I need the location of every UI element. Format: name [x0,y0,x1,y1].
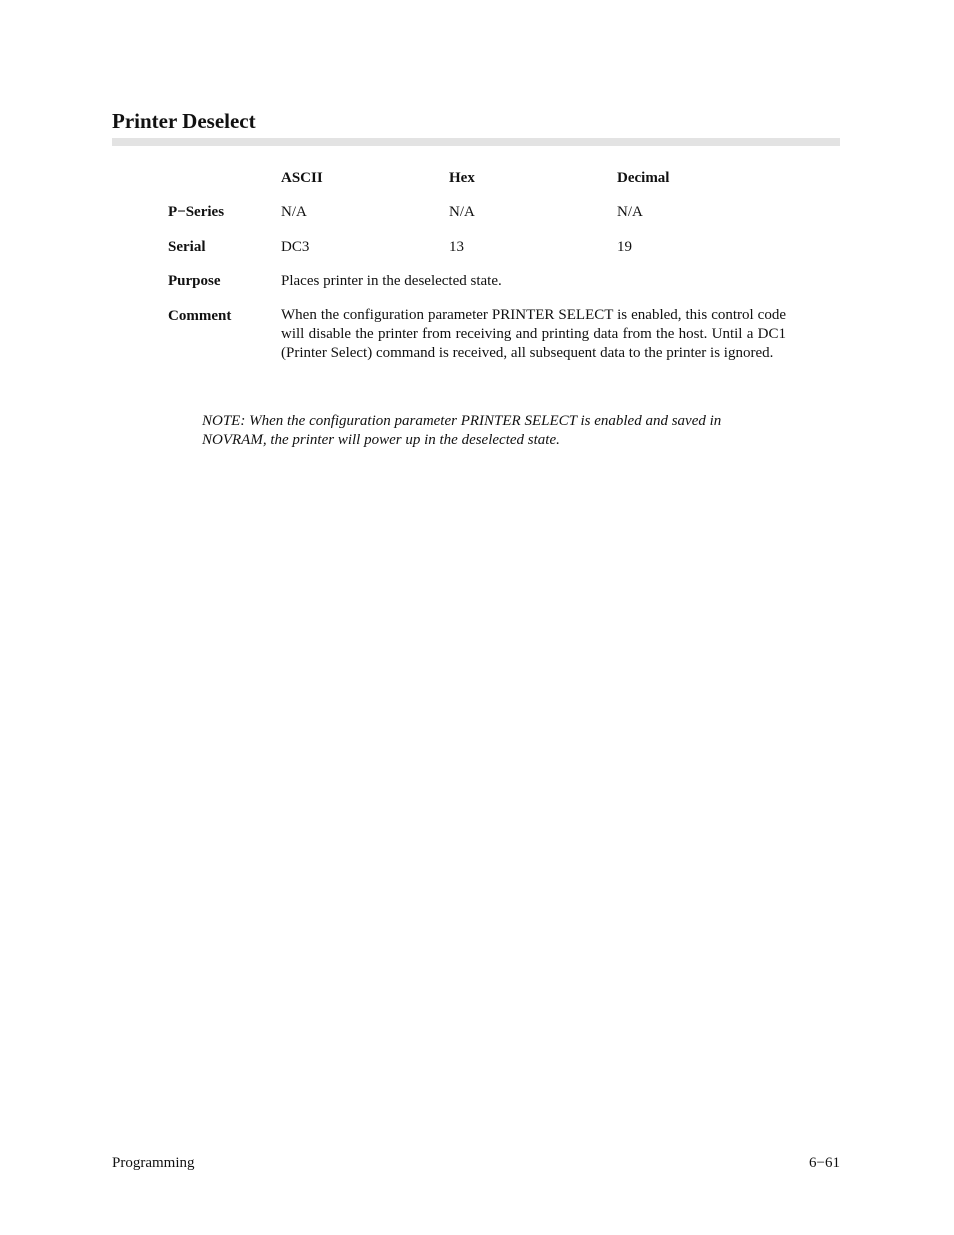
row-label-p-series: P−Series [168,204,225,220]
purpose-text: Places printer in the deselected state. [281,273,502,289]
p-series-hex: N/A [449,204,475,220]
note-text: NOTE: When the configuration parameter PRINTER SELECT is enabled and saved in NOVRAM, the printer will power up in the deselected state. [202,413,722,448]
serial-hex: 13 [449,239,464,255]
footer-page-number: 6−61 [809,1155,840,1171]
p-series-decimal: N/A [617,204,643,220]
row-label-serial: Serial [168,239,206,255]
comment-text: When the configuration parameter PRINTER SELECT is enabled, this control code will disable the printer from receiving and printing data from the host. Until a DC1 (Printer Select) command is received, all subsequent data to the printer is ignored. [281,307,786,361]
header-hex: Hex [449,170,475,186]
serial-ascii: DC3 [281,239,310,255]
header-ascii: ASCII [281,170,323,186]
serial-decimal: 19 [617,239,632,255]
purpose-label: Purpose [168,273,221,289]
page-title: Printer Deselect [112,109,256,133]
comment-label: Comment [168,308,232,324]
header-decimal: Decimal [617,170,670,186]
title-rule [112,138,840,146]
footer-section: Programming [112,1155,195,1171]
p-series-ascii: N/A [281,204,307,220]
